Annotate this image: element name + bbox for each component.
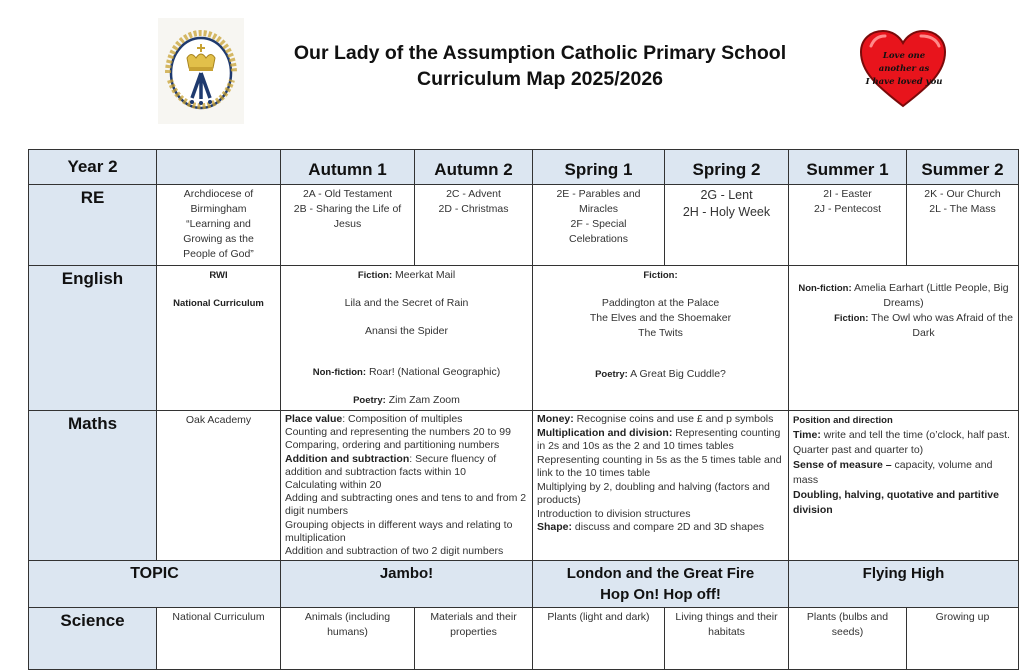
term-autumn-1: Autumn 1	[281, 150, 415, 185]
science-summer-1: Plants (bulbs and seeds)	[789, 608, 907, 670]
term-autumn-2: Autumn 2	[415, 150, 533, 185]
maths-source: Oak Academy	[157, 411, 281, 561]
term-summer-1: Summer 1	[789, 150, 907, 185]
science-spring-2: Living things and their habitats	[665, 608, 789, 670]
science-autumn-2: Materials and their properties	[415, 608, 533, 670]
re-autumn-1: 2A - Old Testament 2B - Sharing the Life of Jesus	[281, 185, 415, 266]
page-title	[280, 40, 800, 92]
term-summer-2: Summer 2	[907, 150, 1019, 185]
school-crest-icon	[158, 18, 244, 124]
re-row	[29, 185, 1019, 266]
maths-spring: Money: Recognise coins and use £ and p symbols Multiplication and division: Representing counting in 2s and 10s as the 2 and 10 times tables Representing counting in 5s as the 5 times table and link to the 10 times table Multiplying by 2, doubling and halving (factors and products) Introduction to division structures Shape: discuss and compare 2D and 3D shapes	[533, 411, 789, 561]
english-summer: Non-fiction: Amelia Earhart (Little People, Big Dreams) Fiction: The Owl who was Afraid of the Dark	[789, 266, 1019, 411]
re-autumn-2: 2C - Advent 2D - Christmas	[415, 185, 533, 266]
subject-english: English	[29, 266, 157, 411]
topic-row	[29, 561, 1019, 608]
heart-text-line1: Love one another as	[878, 51, 930, 74]
re-source: Archdiocese of Birmingham “Learning and Growing as the People of God”	[157, 185, 281, 266]
year-label: Year 2	[29, 150, 157, 185]
science-source: National Curriculum	[157, 608, 281, 670]
subject-maths: Maths	[29, 411, 157, 561]
curriculum-map-table	[28, 149, 1019, 670]
english-row	[29, 266, 1019, 411]
english-source: RWI National Curriculum	[157, 266, 281, 411]
english-spring: Fiction: Paddington at the Palace The Elves and the Shoemaker The Twits Poetry: A Great Big Cuddle?	[533, 266, 789, 411]
topic-label: TOPIC	[29, 561, 281, 608]
heart-badge	[857, 28, 949, 110]
school-name: Our Lady of the Assumption Catholic Primary School	[293, 42, 787, 64]
re-summer-2: 2K - Our Church 2L - The Mass	[907, 185, 1019, 266]
maths-autumn: Place value: Composition of multiples Counting and representing the numbers 20 to 99 Comparing, ordering and partitioning numbers Addition and subtraction: Secure fluency of addition and subtraction facts within 10 Calculating within 20 Adding and subtracting ones and tens to and from 2 digit numbers Grouping objects in different ways and relating to multiplication Addition and subtraction of two 2 digit numbers	[281, 411, 533, 561]
science-spring-1: Plants (light and dark)	[533, 608, 665, 670]
subject-re: RE	[29, 185, 157, 266]
term-spring-2: Spring 2	[665, 150, 789, 185]
maths-summer: Position and direction Time: write and tell the time (o’clock, half past. Quarter past and quarter to) Sense of measure – capacity, volume and mass Doubling, halving, quotative and partitive division	[789, 411, 1019, 561]
science-row	[29, 608, 1019, 670]
document-title: Curriculum Map 2025/2026	[416, 68, 664, 90]
re-summer-1: 2I - Easter 2J - Pentecost	[789, 185, 907, 266]
school-crest-logo	[158, 18, 244, 124]
header-row	[29, 150, 1019, 185]
re-spring-2: 2G - Lent 2H - Holy Week	[665, 185, 789, 266]
term-spring-1: Spring 1	[533, 150, 665, 185]
heart-text-line2: I have loved you	[865, 77, 943, 87]
english-autumn: Fiction: Meerkat Mail Lila and the Secret of Rain Anansi the Spider Non-fiction: Roar! (National Geographic) Poetry: Zim Zam Zoom	[281, 266, 533, 411]
topic-spring: London and the Great Fire Hop On! Hop off!	[533, 561, 789, 608]
maths-row	[29, 411, 1019, 561]
re-spring-1: 2E - Parables and Miracles 2F - Special Celebrations	[533, 185, 665, 266]
topic-summer: Flying High	[789, 561, 1019, 608]
blank-header-cell	[157, 150, 281, 185]
subject-science: Science	[29, 608, 157, 670]
topic-autumn: Jambo!	[281, 561, 533, 608]
science-summer-2: Growing up	[907, 608, 1019, 670]
science-autumn-1: Animals (including humans)	[281, 608, 415, 670]
